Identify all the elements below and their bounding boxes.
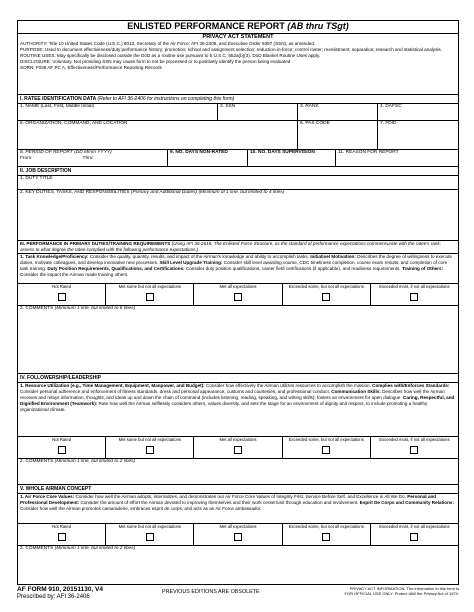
rating-label: Exceeded some, but not all expectations (288, 524, 364, 529)
upgrade-training-label: Skill Level Upgrade Training: (159, 259, 223, 265)
section-3-comments[interactable] (18, 306, 458, 374)
section-1-note: (Refer to AFI 36-2406 for instructions on completing this form) (97, 96, 235, 102)
form-title-range: (AB thru TSgt) (287, 21, 349, 31)
rating-label: Exceeded some, but not all expectations (288, 284, 364, 289)
pas-code-label: 6. PAS CODE (300, 121, 330, 126)
rating-option[interactable] (371, 284, 458, 305)
dafsc-label: 4. DAFSC (380, 104, 402, 109)
rating-checkbox[interactable] (146, 446, 154, 454)
esprit-de-corps-text: Consider how well the Airman promotes camaraderie, embraces esprit de corps, and acts as an Air Force ambassador. (20, 505, 262, 511)
section-3-item-1 (18, 254, 458, 284)
professional-development-text: Consider the amount of effort the Airman devoted to improving themselves and their work center/unit through education and involvement. (80, 499, 359, 505)
rating-option[interactable] (106, 524, 194, 545)
rating-label: Met all expectations (219, 437, 257, 442)
form-id-block (17, 586, 103, 601)
rating-checkbox[interactable] (146, 293, 154, 301)
period-field[interactable] (18, 150, 168, 166)
privacy-sorn: SORN: F036 AF PC A, Effectiveness/Performance Reporting Records (20, 64, 162, 70)
section-5-heading (18, 485, 458, 494)
rating-checkbox[interactable] (322, 293, 330, 301)
key-duties-field[interactable] (18, 190, 458, 241)
rating-option[interactable] (106, 437, 194, 458)
rating-option[interactable] (194, 437, 282, 458)
duty-title-label: 1. DUTY TITLE (20, 176, 53, 181)
rating-checkbox[interactable] (146, 533, 154, 541)
section-3-heading (18, 241, 458, 254)
reason-field[interactable] (336, 150, 458, 166)
form-footer (17, 586, 459, 606)
official-use-notice: FOR OFFICIAL USE ONLY. Protect IAW the Privacy Act of 1974. (344, 591, 459, 596)
rating-checkbox[interactable] (58, 533, 66, 541)
reason-label: 11. REASON FOR REPORT (338, 150, 399, 155)
resource-utilization-label: 1. Resource Utilization (e.g., Time Management, Equipment, Manpower, and Budget): (20, 383, 205, 388)
rating-label: Met all expectations (219, 284, 257, 289)
task-knowledge-label: 1. Task Knowledge/Proficiency: (20, 254, 89, 259)
rating-checkbox[interactable] (322, 446, 330, 454)
section-4-rating-row (18, 437, 458, 459)
core-values-text: Consider how well the Airman adopts, internalizes, and demonstrates our Air Force Core Values of Integrity First, Service Before Self, and Excellence in All We Do. (75, 494, 406, 499)
key-duties-label: 2. KEY DUTIES, TASKS, AND RESPONSIBILITIES (20, 190, 130, 195)
rating-option[interactable] (194, 524, 282, 545)
rating-label: Not Rated (52, 437, 72, 442)
comments-note: (Minimum 1 line, but limited to 6 lines) (54, 306, 136, 311)
rating-checkbox[interactable] (410, 293, 418, 301)
days-supervision-label: 10. NO. DAYS SUPERVISION (250, 150, 315, 155)
rating-option[interactable] (18, 524, 106, 545)
task-knowledge-text: Consider the quality, quantity, results, and impact of the Airman's knowledge and ability to accomplish tasks. (89, 254, 309, 259)
core-values-label: 1. Air Force Core Values: (20, 494, 75, 499)
comments-label: 2. COMMENTS (20, 306, 54, 311)
section-3-title: III. PERFORMANCE IN PRIMARY DUTIES/TRAINING REQUIREMENTS (20, 241, 171, 246)
ssn-label: 2. SSN (220, 104, 236, 109)
training-others-label: Training of Others: (401, 265, 444, 271)
comments-note: (Minimum 1 line, but limited to 2 lines) (54, 546, 136, 551)
period-label: 8. PERIOD OF REPORT (DD Mmm YYYY) (20, 150, 112, 155)
privacy-purpose: PURPOSE: Used to document effectiveness/duty performance history; promotion; school and assignment selection; reduction-in-force; control roster; reenlistment; separation; research and statistical analysis. (20, 46, 442, 52)
prescribed-by: Prescribed by: AFI 36-2406 (17, 594, 90, 600)
duty-position-text: Consider duty position qualifications, career field certifications (if applicable), and readiness requirements. (185, 265, 401, 271)
previous-editions-notice: PREVIOUS EDITIONS ARE OBSOLETE (162, 589, 260, 595)
privacy-footer (345, 586, 459, 596)
section-4-title: IV. FOLLOWERSHIP/LEADERSHIP (20, 375, 101, 381)
organization-field[interactable] (18, 121, 298, 149)
rating-label: Met all expectations (219, 524, 257, 529)
professional-development-label: Personal and Professional Development: (20, 494, 437, 505)
form-title-text: ENLISTED PERFORMANCE REPORT (127, 21, 285, 31)
name-field[interactable] (18, 104, 218, 120)
rating-option[interactable] (283, 524, 371, 545)
communication-skills-label: Communication Skills: (331, 388, 381, 394)
rating-checkbox[interactable] (58, 293, 66, 301)
section-2-heading (18, 167, 458, 176)
rating-option[interactable] (283, 284, 371, 305)
initiative-label: Initiative/ Motivation: (310, 254, 356, 259)
days-nonrated-field[interactable] (168, 150, 248, 166)
section-5-rating-row (18, 524, 458, 546)
section-5-title: V. WHOLE AIRMAN CONCEPT (20, 486, 92, 492)
rating-label: Not Rated (52, 524, 72, 529)
esprit-de-corps-label: Esprit De Corps and Community Relations: (359, 499, 454, 505)
rating-label: Exceeded some, but not all expectations (288, 437, 364, 442)
complies-standards-label: Complies with/Enforces Standards: (372, 383, 450, 388)
days-nonrated-label: 9. NO. DAYS NON-RATED (170, 150, 228, 155)
from-label: From: (20, 156, 33, 161)
rank-label: 3. RANK (300, 104, 319, 109)
resource-utilization-text: Consider how effectively the Airman utilizes resources to accomplish the mission. (206, 383, 371, 388)
rating-option[interactable] (106, 284, 194, 305)
comments-label: 2. COMMENTS (20, 546, 54, 551)
ratee-row-2 (18, 121, 458, 150)
ssn-field[interactable] (218, 104, 298, 120)
rating-label: Exceeded most, if not all expectations (379, 524, 450, 529)
section-3-rating-row (18, 284, 458, 306)
dafsc-field[interactable] (378, 104, 458, 120)
caring-environment-text: Rate how well the Airman selflessly considers others, values diversity, and sets the stage for an environment of dignity and respect, to include promoting a healthy organizational climate. (20, 400, 428, 412)
section-5-item-1 (18, 494, 458, 524)
section-4-item-1 (18, 383, 458, 437)
rating-label: Met some but not all expectations (118, 284, 181, 289)
complies-standards-text: Consider personal adherence and enforcement of fitness standards, dress and personal appearance, customs and courtesies, and professional conduct. (20, 388, 331, 394)
rank-field[interactable] (298, 104, 378, 120)
rating-label: Not Rated (52, 284, 72, 289)
rating-option[interactable] (371, 524, 458, 545)
thru-label: Thru: (82, 156, 94, 161)
rating-checkbox[interactable] (410, 533, 418, 541)
privacy-info: PRIVACY ACT INFORMATION: The information in this form is (349, 586, 459, 591)
section-5-comments[interactable] (18, 546, 458, 576)
section-4-comments[interactable] (18, 459, 458, 485)
rating-option[interactable] (18, 284, 106, 305)
initiative-text: Describes the degree of willingness to execute duties, motivate colleagues, and develop innovative new processes. (20, 254, 452, 265)
rating-option[interactable] (18, 437, 106, 458)
privacy-authority: AUTHORITY: Title 10 United States Code (U.S.C.) 8013, Secretary of the Air Force; AFI 36-2406, and Executive Order 9397 (SSN), as amended. (20, 41, 316, 46)
section-1-heading (18, 95, 458, 104)
caring-environment-label: Caring, Respectful, and Dignified Environment (Teamwork): (20, 394, 455, 406)
rating-checkbox[interactable] (410, 446, 418, 454)
duty-position-label: Duty Position Requirements, Qualifications, and Certifications: (47, 265, 185, 271)
duty-title-field[interactable] (18, 176, 458, 190)
performance-report-form (17, 20, 459, 585)
rating-checkbox[interactable] (58, 446, 66, 454)
rating-option[interactable] (371, 437, 458, 458)
comments-note: (Minimum 1 line, but limited to 2 lines) (54, 459, 136, 464)
rating-checkbox[interactable] (322, 533, 330, 541)
privacy-disclosure: DISCLOSURE: Voluntary. Not providing SSN may cause form to not be processed or to positively identify the person being evaluated (20, 58, 291, 64)
rating-option[interactable] (194, 284, 282, 305)
ratee-row-1 (18, 104, 458, 121)
privacy-heading: PRIVACY ACT STATEMENT (202, 34, 274, 40)
rating-checkbox[interactable] (234, 446, 242, 454)
ratee-row-3 (18, 150, 458, 167)
form-id: AF FORM 910, 20151130, V4 (17, 586, 103, 593)
name-label: 1. NAME (Last, First, Middle Initial) (20, 104, 95, 109)
privacy-act-statement (18, 34, 458, 95)
organization-label: 5. ORGANIZATION, COMMAND, AND LOCATION (20, 121, 128, 126)
communication-skills-text: Describes how well the Airman receives and relays information, thoughts, and ideas up and down the chain of command (includes listening, reading, speaking, and writing skills); fosters an environment for open dialogue. (20, 388, 445, 400)
privacy-routine-uses: ROUTINE USES: May specifically be disclosed outside the DoD as a routine use pursuant to 5 U.S.C. 552a(b)(3). DoD Blanket Routine Uses apply. (20, 52, 321, 58)
rating-checkbox[interactable] (234, 533, 242, 541)
days-supervision-field[interactable] (248, 150, 336, 166)
rating-label: Met some but not all expectations (118, 524, 181, 529)
key-duties-note: (Primary and Additional Duties) (Minimum of 1 line, but limited to 4 lines) (130, 190, 285, 195)
comments-label: 2. COMMENTS (20, 459, 54, 464)
section-3-note: (Using AFI 36-2618, The Enlisted Force Structure, as the standard of performance expectations commensurate with the ratee's rank; assess to what degree the ratee complied with the following performance expectations.) (20, 241, 441, 252)
fdid-label: 7. FDID (380, 121, 397, 126)
upgrade-training-text: Consider skill level awarding course, CDC timeliness completion, course exam results, and completion of core task training. (20, 259, 448, 271)
training-others-text: Consider the impact the Airman made training others. (20, 271, 129, 277)
rating-label: Met some but not all expectations (118, 437, 181, 442)
form-title (18, 21, 458, 34)
rating-label: Exceeded most, if not all expectations (379, 437, 450, 442)
rating-label: Exceeded most, if not all expectations (379, 284, 450, 289)
rating-option[interactable] (283, 437, 371, 458)
fdid-field[interactable] (378, 121, 458, 149)
section-4-heading (18, 374, 458, 383)
section-1-title: I. RATEE IDENTIFICATION DATA (20, 96, 97, 102)
rating-checkbox[interactable] (234, 293, 242, 301)
section-2-title: II. JOB DESCRIPTION (20, 168, 72, 174)
pas-code-field[interactable] (298, 121, 378, 149)
